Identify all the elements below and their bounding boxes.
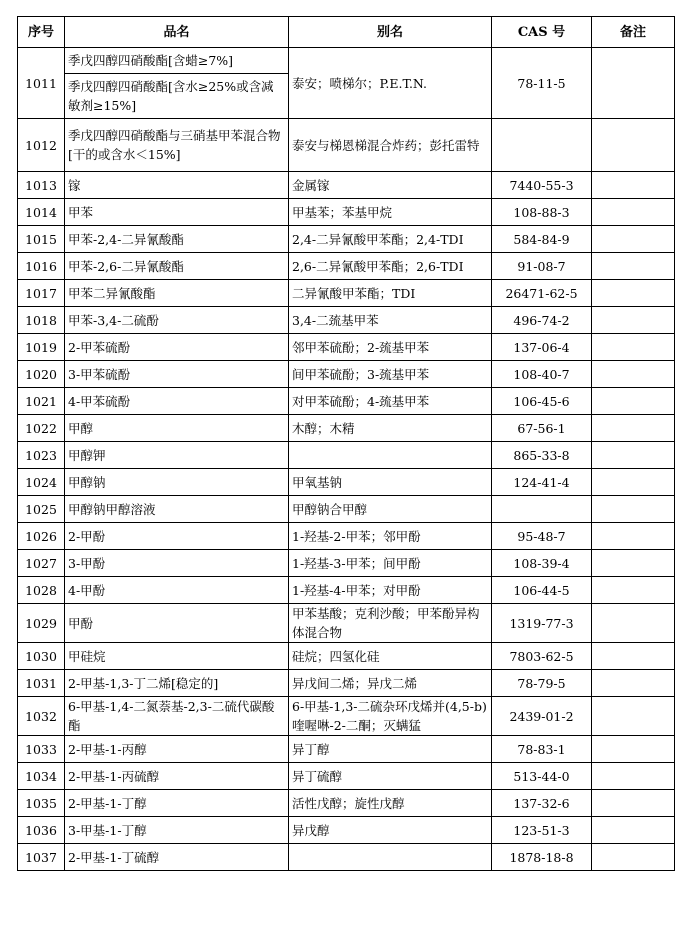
row-no: 1020 bbox=[18, 361, 65, 388]
header-no: 序号 bbox=[18, 17, 65, 48]
row-no: 1033 bbox=[18, 736, 65, 763]
row-no: 1029 bbox=[18, 604, 65, 643]
row-alias: 1-羟基-3-甲苯；间甲酚 bbox=[289, 550, 492, 577]
row-cas: 78-79-5 bbox=[492, 670, 592, 697]
table-row bbox=[18, 442, 675, 469]
row-note bbox=[592, 253, 675, 280]
row-name: 6-甲基-1,4-二氮萘基-2,3-二硫代碳酸酯 bbox=[65, 697, 289, 736]
row-cas: 496-74-2 bbox=[492, 307, 592, 334]
row-no: 1013 bbox=[18, 172, 65, 199]
table-row bbox=[18, 199, 675, 226]
row-no: 1016 bbox=[18, 253, 65, 280]
header-alias: 别名 bbox=[289, 17, 492, 48]
row-name: 2-甲基-1-丁硫醇 bbox=[65, 844, 289, 871]
header-name: 品名 bbox=[65, 17, 289, 48]
row-alias: 异丁醇 bbox=[289, 736, 492, 763]
row-note bbox=[592, 844, 675, 871]
row-alias: 甲苯基酸；克利沙酸；甲苯酚异构体混合物 bbox=[289, 604, 492, 643]
row-name: 甲苯-2,6-二异氰酸酯 bbox=[65, 253, 289, 280]
row-no: 1037 bbox=[18, 844, 65, 871]
table-row bbox=[18, 361, 675, 388]
row-name: 4-甲苯硫酚 bbox=[65, 388, 289, 415]
row-note bbox=[592, 577, 675, 604]
row-no: 1012 bbox=[18, 119, 65, 172]
row-no: 1024 bbox=[18, 469, 65, 496]
row-cas: 2439-01-2 bbox=[492, 697, 592, 736]
chemical-table bbox=[17, 16, 675, 871]
row-cas: 865-33-8 bbox=[492, 442, 592, 469]
row-note bbox=[592, 199, 675, 226]
row-no: 1023 bbox=[18, 442, 65, 469]
row-note bbox=[592, 280, 675, 307]
row-cas: 108-88-3 bbox=[492, 199, 592, 226]
row-alias: 甲醇钠合甲醇 bbox=[289, 496, 492, 523]
row-no: 1018 bbox=[18, 307, 65, 334]
row-name: 甲醇 bbox=[65, 415, 289, 442]
row-alias: 6-甲基-1,3-二硫杂环戊烯并(4,5-b)喹喔啉-2-二酮；灭螨猛 bbox=[289, 697, 492, 736]
row-alias: 2,6-二异氰酸甲苯酯；2,6-TDI bbox=[289, 253, 492, 280]
header-cas: CAS 号 bbox=[492, 17, 592, 48]
row-name: 甲醇钠甲醇溶液 bbox=[65, 496, 289, 523]
row-name: 甲硅烷 bbox=[65, 643, 289, 670]
table-row bbox=[18, 523, 675, 550]
row-name: 甲苯 bbox=[65, 199, 289, 226]
row-alias: 异丁硫醇 bbox=[289, 763, 492, 790]
row-name-variant: 季戊四醇四硝酸酯[含蜡≥7%] bbox=[65, 48, 288, 74]
table-row bbox=[18, 697, 675, 736]
row-cas: 67-56-1 bbox=[492, 415, 592, 442]
row-note bbox=[592, 48, 675, 119]
row-name: 2-甲酚 bbox=[65, 523, 289, 550]
row-cas: 7440-55-3 bbox=[492, 172, 592, 199]
row-alias: 木醇；木精 bbox=[289, 415, 492, 442]
row-cas: 91-08-7 bbox=[492, 253, 592, 280]
row-name: 4-甲酚 bbox=[65, 577, 289, 604]
row-note bbox=[592, 643, 675, 670]
row-name: 3-甲苯硫酚 bbox=[65, 361, 289, 388]
table-row bbox=[18, 280, 675, 307]
row-no: 1035 bbox=[18, 790, 65, 817]
row-no: 1017 bbox=[18, 280, 65, 307]
row-cas: 78-11-5 bbox=[492, 48, 592, 119]
row-no: 1028 bbox=[18, 577, 65, 604]
row-note bbox=[592, 736, 675, 763]
row-cas: 1878-18-8 bbox=[492, 844, 592, 871]
row-cas: 108-39-4 bbox=[492, 550, 592, 577]
row-note bbox=[592, 388, 675, 415]
row-alias: 硅烷；四氢化硅 bbox=[289, 643, 492, 670]
row-cas: 123-51-3 bbox=[492, 817, 592, 844]
row-name: 2-甲基-1,3-丁二烯[稳定的] bbox=[65, 670, 289, 697]
row-cas: 584-84-9 bbox=[492, 226, 592, 253]
row-cas: 7803-62-5 bbox=[492, 643, 592, 670]
row-no: 1019 bbox=[18, 334, 65, 361]
row-alias: 3,4-二巯基甲苯 bbox=[289, 307, 492, 334]
table-row bbox=[18, 763, 675, 790]
row-cas: 108-40-7 bbox=[492, 361, 592, 388]
row-alias: 甲基苯；苯基甲烷 bbox=[289, 199, 492, 226]
row-note bbox=[592, 496, 675, 523]
row-note bbox=[592, 604, 675, 643]
row-cas: 26471-62-5 bbox=[492, 280, 592, 307]
table-row bbox=[18, 119, 675, 172]
row-note bbox=[592, 469, 675, 496]
row-name: 甲酚 bbox=[65, 604, 289, 643]
row-note bbox=[592, 415, 675, 442]
row-alias: 异戊醇 bbox=[289, 817, 492, 844]
table-row bbox=[18, 670, 675, 697]
table-row bbox=[18, 253, 675, 280]
row-cas: 513-44-0 bbox=[492, 763, 592, 790]
row-note bbox=[592, 119, 675, 172]
table-row bbox=[18, 550, 675, 577]
row-alias: 泰安；喷梯尔；P.E.T.N. bbox=[289, 48, 492, 119]
row-name-variant: 季戊四醇四硝酸酯[含水≥25%或含减敏剂≥15%] bbox=[68, 79, 274, 113]
row-note bbox=[592, 523, 675, 550]
table-row bbox=[18, 496, 675, 523]
table-row bbox=[18, 790, 675, 817]
row-name: 2-甲基-1-丁醇 bbox=[65, 790, 289, 817]
row-no: 1022 bbox=[18, 415, 65, 442]
row-cas bbox=[492, 496, 592, 523]
row-cas: 1319-77-3 bbox=[492, 604, 592, 643]
row-alias bbox=[289, 844, 492, 871]
table-row bbox=[18, 604, 675, 643]
row-name: 2-甲基-1-丙醇 bbox=[65, 736, 289, 763]
row-no: 1014 bbox=[18, 199, 65, 226]
row-alias bbox=[289, 442, 492, 469]
table-row bbox=[18, 415, 675, 442]
row-no: 1027 bbox=[18, 550, 65, 577]
row-name: 3-甲基-1-丁醇 bbox=[65, 817, 289, 844]
row-alias: 活性戊醇；旋性戊醇 bbox=[289, 790, 492, 817]
row-alias: 二异氰酸甲苯酯；TDI bbox=[289, 280, 492, 307]
table-row bbox=[18, 736, 675, 763]
row-name: 甲苯-3,4-二硫酚 bbox=[65, 307, 289, 334]
row-note bbox=[592, 697, 675, 736]
row-name: 季戊四醇四硝酸酯与三硝基甲苯混合物[干的或含水＜15%] bbox=[65, 119, 289, 172]
table-row bbox=[18, 817, 675, 844]
row-alias: 邻甲苯硫酚；2-巯基甲苯 bbox=[289, 334, 492, 361]
row-name: 甲苯二异氰酸酯 bbox=[65, 280, 289, 307]
row-alias: 1-羟基-4-甲苯；对甲酚 bbox=[289, 577, 492, 604]
row-no: 1031 bbox=[18, 670, 65, 697]
row-name: 镓 bbox=[65, 172, 289, 199]
row-cas: 137-06-4 bbox=[492, 334, 592, 361]
header-row bbox=[18, 17, 675, 48]
row-no: 1036 bbox=[18, 817, 65, 844]
row-name: 甲醇钠 bbox=[65, 469, 289, 496]
row-note bbox=[592, 334, 675, 361]
table-row bbox=[18, 334, 675, 361]
row-alias: 间甲苯硫酚；3-巯基甲苯 bbox=[289, 361, 492, 388]
row-note bbox=[592, 670, 675, 697]
row-no: 1025 bbox=[18, 496, 65, 523]
row-alias: 对甲苯硫酚；4-巯基甲苯 bbox=[289, 388, 492, 415]
table-row bbox=[18, 226, 675, 253]
row-no: 1011 bbox=[18, 48, 65, 119]
row-alias: 金属镓 bbox=[289, 172, 492, 199]
row-alias: 1-羟基-2-甲苯；邻甲酚 bbox=[289, 523, 492, 550]
row-alias: 甲氧基钠 bbox=[289, 469, 492, 496]
row-note bbox=[592, 172, 675, 199]
row-note bbox=[592, 307, 675, 334]
row-note bbox=[592, 790, 675, 817]
row-no: 1015 bbox=[18, 226, 65, 253]
row-note bbox=[592, 550, 675, 577]
row-cas: 106-44-5 bbox=[492, 577, 592, 604]
row-cas: 95-48-7 bbox=[492, 523, 592, 550]
row-cas: 137-32-6 bbox=[492, 790, 592, 817]
row-cas bbox=[492, 119, 592, 172]
row-no: 1034 bbox=[18, 763, 65, 790]
row-name: 3-甲酚 bbox=[65, 550, 289, 577]
table-row bbox=[18, 643, 675, 670]
row-alias: 泰安与梯恩梯混合炸药；彭托雷特 bbox=[289, 119, 492, 172]
table-row bbox=[18, 469, 675, 496]
row-no: 1032 bbox=[18, 697, 65, 736]
row-note bbox=[592, 442, 675, 469]
table-row bbox=[18, 48, 675, 119]
row-note bbox=[592, 817, 675, 844]
row-no: 1026 bbox=[18, 523, 65, 550]
row-cas: 106-45-6 bbox=[492, 388, 592, 415]
row-note bbox=[592, 361, 675, 388]
table-row bbox=[18, 844, 675, 871]
row-no: 1030 bbox=[18, 643, 65, 670]
row-no: 1021 bbox=[18, 388, 65, 415]
row-name: 甲苯-2,4-二异氰酸酯 bbox=[65, 226, 289, 253]
table-row bbox=[18, 307, 675, 334]
table-row bbox=[18, 577, 675, 604]
table-row bbox=[18, 172, 675, 199]
row-note bbox=[592, 226, 675, 253]
row-note bbox=[592, 763, 675, 790]
row-name: 甲醇钾 bbox=[65, 442, 289, 469]
row-name bbox=[65, 48, 289, 119]
row-name: 2-甲苯硫酚 bbox=[65, 334, 289, 361]
header-note: 备注 bbox=[592, 17, 675, 48]
row-name: 2-甲基-1-丙硫醇 bbox=[65, 763, 289, 790]
row-cas: 124-41-4 bbox=[492, 469, 592, 496]
row-alias: 2,4-二异氰酸甲苯酯；2,4-TDI bbox=[289, 226, 492, 253]
row-cas: 78-83-1 bbox=[492, 736, 592, 763]
table-row bbox=[18, 388, 675, 415]
row-alias: 异戊间二烯；异戊二烯 bbox=[289, 670, 492, 697]
